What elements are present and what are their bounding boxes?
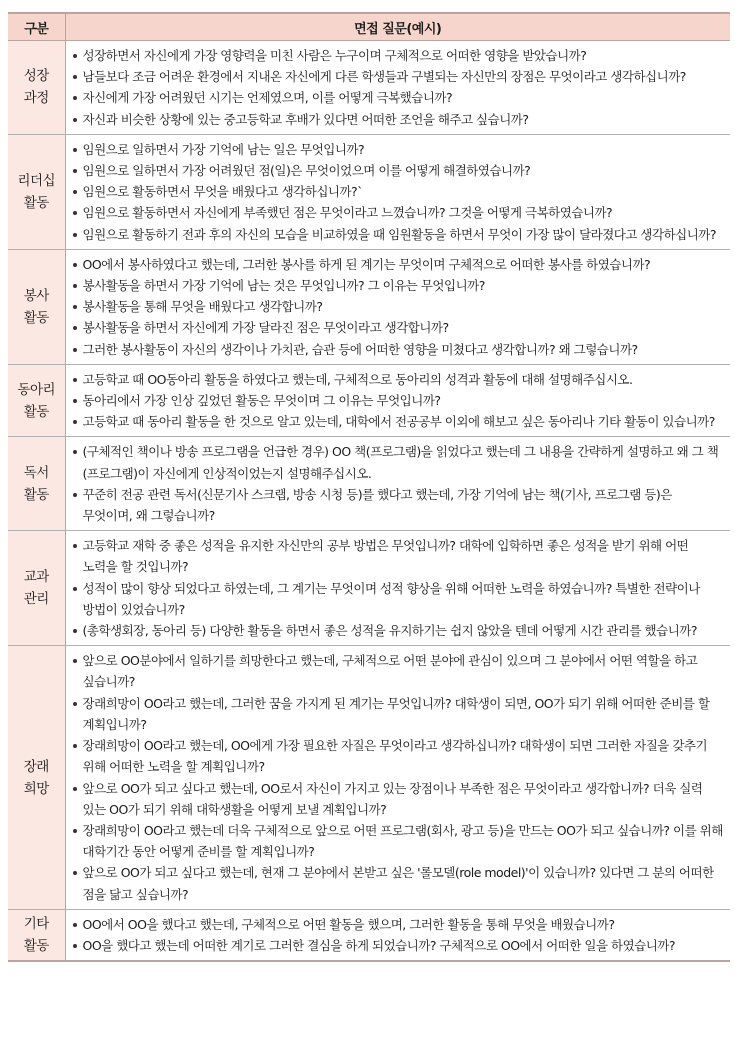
question-item — [70, 820, 725, 862]
question-text: 봉사활동을 통해 무엇을 배웠다고 생각합니까? — [82, 299, 323, 315]
question-list — [70, 139, 725, 245]
bullet-icon — [73, 659, 77, 663]
question-text: 장래희망이 OO라고 했는데, 그러한 꿈을 가지게 된 계기는 무엇입니까? 대학생이 되면, OO가 되기 위해 어떠한 준비를 할 계획입니까? — [82, 695, 710, 732]
bullet-icon — [73, 450, 77, 454]
question-text: 동아리에서 가장 인상 깊었던 활동은 무엇이며 그 이유는 무엇입니까? — [82, 393, 441, 409]
question-text: 앞으로 OO가 되고 싶다고 했는데, 현재 그 분야에서 본받고 싶은 '롤모델(role model)'이 있습니까? 있다면 그 분의 어떠한 점을 닮고 싶습니까? — [82, 865, 714, 902]
question-item — [70, 778, 725, 820]
table-row — [8, 134, 730, 249]
question-text: 임원으로 일하면서 가장 기억에 남는 일은 무엇입니까? — [82, 141, 365, 157]
question-item — [70, 296, 725, 317]
question-list — [70, 914, 725, 956]
question-item — [70, 650, 725, 692]
question-text: 자신과 비슷한 상황에 있는 중고등학교 후배가 있다면 어떠한 조언을 해주고 싶습니까? — [82, 111, 529, 127]
question-item — [70, 390, 725, 411]
question-text: 고등학교 재학 중 좋은 성적을 유지한 자신만의 공부 방법은 무엇입니까? 대학에 입학하면 좋은 성적을 받기 위해 어떤 노력을 할 것입니까? — [82, 538, 689, 575]
question-item — [70, 914, 725, 935]
question-item — [70, 224, 725, 245]
question-text: 꾸준히 전공 관련 독서(신문기사 스크랩, 방송 시청 등)를 했다고 했는데, 가장 기억에 남는 책(기사, 프로그램 등)은 무엇이며, 왜 그렇습니까? — [82, 486, 672, 524]
table-row — [8, 437, 730, 531]
category-label-line2: 과정 — [23, 90, 49, 107]
question-item — [70, 87, 725, 108]
header-category: 구분 — [8, 13, 65, 41]
bullet-icon — [73, 944, 77, 948]
bullet-icon — [73, 54, 77, 58]
question-text: OO에서 OO을 했다고 했는데, 구체적으로 어떤 활동을 했으며, 그러한 활동을 통해 무엇을 배웠습니까? — [82, 916, 615, 932]
question-item — [70, 160, 725, 181]
question-item — [70, 693, 725, 735]
question-list — [70, 535, 725, 641]
question-text: 성적이 많이 향상 되었다고 하였는데, 그 계기는 무엇이며 성적 향상을 위해 어떠한 노력을 하였습니까? 특별한 전략이나 방법이 있었습니까? — [82, 580, 700, 617]
bullet-icon — [73, 744, 77, 748]
bullet-icon — [73, 399, 77, 403]
question-text: OO에서 봉사하였다고 했는데, 그러한 봉사를 하게 된 계기는 무엇이며 구체적으로 어떠한 봉사를 하였습니까? — [82, 256, 651, 272]
bullet-icon — [73, 169, 77, 173]
question-item — [70, 620, 725, 641]
bullet-icon — [73, 378, 77, 382]
bullet-icon — [73, 284, 77, 288]
question-list — [70, 45, 725, 130]
questions-cell — [65, 646, 730, 909]
question-text: 성장하면서 자신에게 가장 영향력을 미친 사람은 누구이며 구체적으로 어떠한 영향을 받았습니까? — [82, 48, 587, 63]
bullet-icon — [73, 348, 77, 352]
question-text: 남들보다 조금 어려운 환경에서 지내온 자신에게 다른 학생들과 구별되는 자신만의 장점은 무엇이라고 생각하십니까? — [82, 69, 686, 85]
category-label-line1: 장래 — [23, 758, 49, 775]
category-label-line2: 활동 — [23, 486, 49, 503]
bullet-icon — [73, 587, 77, 591]
category-cell — [8, 41, 65, 135]
question-item — [70, 66, 725, 87]
question-text: 임원으로 활동하면서 자신에게 부족했던 점은 무엇이라고 느꼈습니까? 그것을 어떻게 극복하였습니까? — [82, 205, 613, 221]
category-label-line1: 봉사 — [23, 287, 49, 304]
question-text: 임원으로 일하면서 가장 어려웠던 점(일)은 무엇이었으며 이를 어떻게 해결하였습니까? — [82, 163, 531, 179]
category-label-line2: 관리 — [23, 591, 49, 608]
bullet-icon — [73, 75, 77, 79]
category-label-line2: 활동 — [23, 309, 49, 326]
category-cell — [8, 134, 65, 249]
questions-cell — [65, 909, 730, 961]
category-cell — [8, 364, 65, 437]
table-row — [8, 249, 730, 364]
table-header-row — [8, 13, 730, 41]
bullet-icon — [73, 544, 77, 548]
category-label-line1: 리더십 — [17, 172, 56, 189]
questions-cell — [65, 134, 730, 249]
category-label-line1: 독서 — [23, 464, 49, 481]
question-text: 봉사활동을 하면서 자신에게 가장 달라진 점은 무엇이라고 생각합니까? — [82, 320, 449, 336]
bullet-icon — [73, 829, 77, 833]
bullet-icon — [73, 702, 77, 706]
header-question: 면접 질문(예시) — [65, 13, 730, 41]
question-item — [70, 139, 725, 160]
question-list — [70, 254, 725, 360]
questions-cell — [65, 437, 730, 531]
question-text: 임원으로 활동하기 전과 후의 자신의 모습을 비교하였을 때 임원활동을 하면서 무엇이 가장 많이 달라졌다고 생각하십니까? — [82, 226, 717, 242]
question-text: (구체적인 책이나 방송 프로그램을 언급한 경우) OO 책(프로그램)을 읽었다고 했는데 그 내용을 간략하게 설명하고 왜 그 책(프로그램)이 자신에게 인상적이었는지 설명해주십시오. — [82, 444, 719, 481]
category-label-line1: 성장 — [23, 68, 49, 85]
question-text: 임원으로 활동하면서 무엇을 배웠다고 생각하십니까?` — [82, 184, 363, 200]
question-item — [70, 862, 725, 904]
category-cell — [8, 531, 65, 646]
table-row — [8, 909, 730, 961]
bullet-icon — [73, 190, 77, 194]
category-label-line2: 활동 — [23, 403, 49, 420]
bullet-icon — [73, 211, 77, 215]
question-item — [70, 935, 725, 956]
question-item — [70, 441, 725, 483]
question-list — [70, 441, 725, 526]
table-row — [8, 646, 730, 909]
question-item — [70, 275, 725, 296]
question-text: 고등학교 때 OO동아리 활동을 하였다고 했는데, 구체적으로 동아리의 성격과 활동에 대해 설명해주십시오. — [82, 371, 633, 387]
interview-questions-table — [8, 12, 730, 962]
question-item — [70, 339, 725, 360]
question-item — [70, 181, 725, 202]
question-item — [70, 45, 725, 66]
category-cell — [8, 646, 65, 909]
bullet-icon — [73, 96, 77, 100]
table-row — [8, 41, 730, 135]
bullet-icon — [73, 326, 77, 330]
category-label-line1: 교과 — [23, 569, 49, 586]
category-cell — [8, 249, 65, 364]
bullet-icon — [73, 305, 77, 309]
question-text: 자신에게 가장 어려웠던 시기는 언제였으며, 이를 어떻게 극복했습니까? — [82, 90, 453, 106]
question-text: 그러한 봉사활동이 자신의 생각이나 가치관, 습관 등에 어떠한 영향을 미쳤다고 생각합니까? 왜 그렇습니까? — [82, 341, 638, 357]
bullet-icon — [73, 871, 77, 875]
category-label-line1: 기타 — [23, 915, 49, 932]
bullet-icon — [73, 787, 77, 791]
question-text: 장래희망이 OO라고 했는데, OO에게 가장 필요한 자질은 무엇이라고 생각하십니까? 대학생이 되면 그러한 자질을 갖추기 위해 어떠한 노력을 할 계획입니까? — [82, 738, 708, 775]
question-item — [70, 578, 725, 620]
bullet-icon — [73, 629, 77, 633]
question-list — [70, 369, 725, 433]
question-item — [70, 484, 725, 526]
question-item — [70, 369, 725, 390]
table-row — [8, 364, 730, 437]
question-text: 앞으로 OO분야에서 일하기를 희망한다고 했는데, 구체적으로 어떤 분야에 관심이 있으며 그 분야에서 어떤 역할을 하고 싶습니까? — [82, 653, 698, 690]
question-item — [70, 535, 725, 577]
category-label-line2: 활동 — [23, 194, 49, 211]
table-row — [8, 531, 730, 646]
question-item — [70, 411, 725, 432]
question-item — [70, 109, 725, 130]
question-item — [70, 254, 725, 275]
question-text: 장래희망이 OO라고 했는데 더욱 구체적으로 앞으로 어떤 프로그램(회사, 광고 등)을 만드는 OO가 되고 싶습니까? 이를 위해 대학기간 동안 어떻게 준비를 할 계획입니까? — [82, 822, 723, 860]
category-cell — [8, 909, 65, 961]
question-item — [70, 317, 725, 338]
question-text: 앞으로 OO가 되고 싶다고 했는데, OO로서 자신이 가지고 있는 장점이나 부족한 점은 무엇이라고 생각합니까? 더욱 실력 있는 OO가 되기 위해 대학생활을 어떻게 보낼 계획입니까? — [82, 780, 703, 817]
bullet-icon — [73, 263, 77, 267]
question-item — [70, 202, 725, 223]
bullet-icon — [73, 233, 77, 237]
question-item — [70, 735, 725, 777]
category-cell — [8, 437, 65, 531]
question-text: (총학생회장, 동아리 등) 다양한 활동을 하면서 좋은 성적을 유지하기는 쉽지 않았을 텐데 어떻게 시간 관리를 했습니까? — [82, 623, 697, 639]
category-label-line2: 희망 — [23, 780, 49, 797]
table-body — [8, 41, 730, 962]
question-text: 봉사활동을 하면서 가장 기억에 남는 것은 무엇입니까? 그 이유는 무엇입니까? — [82, 278, 485, 294]
category-label-line2: 활동 — [23, 937, 49, 954]
questions-cell — [65, 364, 730, 437]
question-text: OO을 했다고 했는데 어떠한 계기로 그러한 결심을 하게 되었습니까? 구체적으로 OO에서 어떠한 일을 하였습니까? — [82, 937, 676, 953]
bullet-icon — [73, 118, 77, 122]
questions-cell — [65, 41, 730, 135]
category-label-line1: 동아리 — [17, 381, 56, 398]
questions-cell — [65, 249, 730, 364]
bullet-icon — [73, 923, 77, 927]
bullet-icon — [73, 493, 77, 497]
question-text: 고등학교 때 동아리 활동을 한 것으로 알고 있는데, 대학에서 전공공부 이외에 해보고 싶은 동아리나 기타 활동이 있습니까? — [82, 414, 715, 430]
question-list — [70, 650, 725, 904]
bullet-icon — [73, 420, 77, 424]
bullet-icon — [73, 148, 77, 152]
questions-cell — [65, 531, 730, 646]
